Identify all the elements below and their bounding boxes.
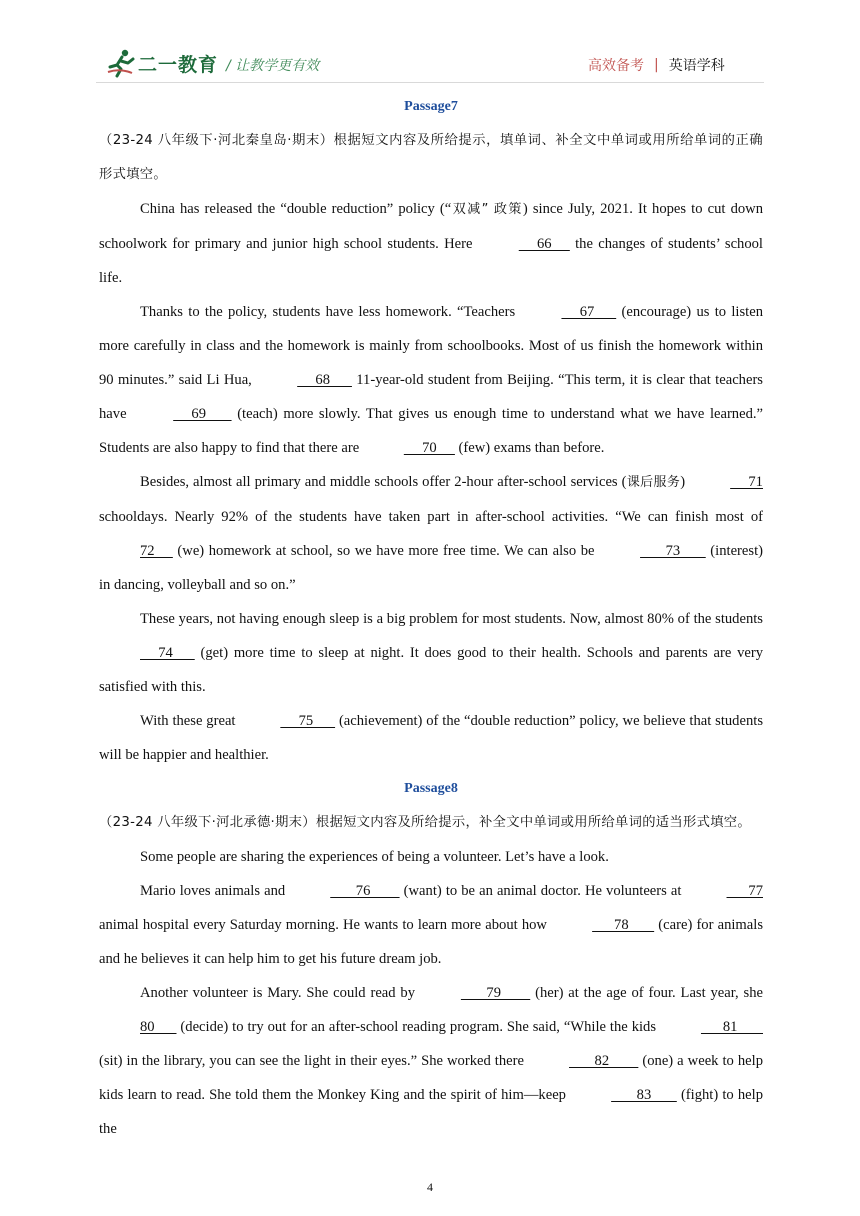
blank-71[interactable]: 71 bbox=[730, 474, 763, 490]
passage7-instruction: （23-24 八年级下·河北秦皇岛·期末）根据短文内容及所给提示，填单词、补全文中单词或用所给单词的正确形式填空。 bbox=[99, 133, 763, 182]
text-run: schooldays. Nearly 92% of the students have taken part in after-school activities. “We can finish most of bbox=[99, 509, 763, 525]
text-run: These years, not having enough sleep is a big problem for most students. Now, almost 80% of the students bbox=[140, 611, 763, 627]
passage8-title: Passage8 bbox=[404, 781, 458, 796]
header-subject-label: 英语学科 bbox=[668, 58, 725, 74]
passage7-paragraph-3 bbox=[99, 465, 763, 602]
passage7-paragraph-5 bbox=[99, 704, 763, 772]
text-run: (achievement) of the “double reduction” policy, we believe that students will be happier and healthier. bbox=[99, 713, 763, 763]
blank-76[interactable]: 76 bbox=[330, 883, 400, 899]
document-body bbox=[99, 90, 763, 1146]
slogan: / 让教学更有效 bbox=[226, 58, 320, 74]
text-run: China has released the “double reduction” policy (“ bbox=[140, 201, 452, 217]
header-divider bbox=[96, 82, 764, 83]
chinese-text: 双减” 政策 bbox=[451, 202, 523, 217]
text-run: Another volunteer is Mary. She could read by bbox=[140, 985, 420, 1001]
text-run: (decide) to try out for an after-school reading program. She said, “While the kids bbox=[176, 1019, 660, 1035]
blank-74[interactable]: 74 bbox=[140, 645, 195, 661]
text-run: Besides, almost all primary and middle schools offer 2-hour after-school services ( bbox=[140, 474, 627, 490]
blank-79[interactable]: 79 bbox=[460, 985, 531, 1001]
passage7-title: Passage7 bbox=[404, 99, 458, 114]
blank-77[interactable]: 77 bbox=[726, 883, 763, 899]
blank-72[interactable]: 72 bbox=[140, 543, 173, 559]
running-figure-logo-icon bbox=[106, 48, 136, 78]
header-separator: | bbox=[654, 57, 659, 73]
blank-82[interactable]: 82 bbox=[569, 1053, 639, 1069]
logo bbox=[106, 48, 218, 78]
blank-66[interactable]: 66 bbox=[518, 236, 570, 252]
blank-67[interactable]: 67 bbox=[561, 304, 617, 320]
text-run: (her) at the age of four. Last year, she bbox=[530, 985, 763, 1001]
text-run: (we) homework at school, so we have more free time. We can also be bbox=[172, 543, 600, 559]
passage7-paragraph-2 bbox=[99, 295, 763, 465]
header-prep-label: 高效备考 bbox=[588, 58, 644, 74]
text-run: (fight) to help the bbox=[99, 1087, 763, 1137]
blank-73[interactable]: 73 bbox=[640, 543, 706, 559]
blank-69[interactable]: 69 bbox=[173, 406, 232, 422]
blank-70[interactable]: 70 bbox=[403, 440, 455, 456]
text-run: (get) more time to sleep at night. It does good to their health. Schools and parents are very satisfied with this. bbox=[99, 645, 763, 695]
passage8-paragraph-1: Some people are sharing the experiences of being a volunteer. Let’s have a look. bbox=[140, 849, 609, 865]
text-run: (care) for animals and he believes it can help him to get his future dream job. bbox=[99, 917, 763, 967]
blank-83[interactable]: 83 bbox=[611, 1087, 677, 1103]
text-run: (encourage) us to listen more carefully in class and the homework is mainly from schoolbooks. Most of us finish the homework within 90 minutes.” said Li Hua, bbox=[99, 304, 763, 388]
blank-68[interactable]: 68 bbox=[297, 372, 352, 388]
text-run: Thanks to the policy, students have less homework. “Teachers bbox=[140, 304, 521, 320]
text-run: 11-year-old student from Beijing. “This term, it is clear that teachers have bbox=[99, 372, 763, 422]
passage8-paragraph-3 bbox=[99, 976, 763, 1146]
passage7-paragraph-1 bbox=[99, 192, 763, 295]
text-run: the changes of students’ school life. bbox=[99, 236, 763, 286]
text-run: (teach) more slowly. That gives us enough time to understand what we have learned.” Students are also happy to find that there are bbox=[99, 406, 764, 456]
blank-78[interactable]: 78 bbox=[592, 917, 655, 933]
header-subject bbox=[588, 55, 725, 75]
text-run: With these great bbox=[140, 713, 240, 729]
text-run: ) since July, 2021. It hopes to cut down schoolwork for primary and junior high school students. Here bbox=[99, 201, 764, 252]
text-run: (want) to be an animal doctor. He volunteers at bbox=[399, 883, 686, 899]
passage7-paragraph-4 bbox=[99, 602, 763, 704]
blank-75[interactable]: 75 bbox=[280, 713, 336, 729]
text-run: ) bbox=[680, 474, 690, 490]
text-run: animal hospital every Saturday morning. He wants to learn more about how bbox=[99, 917, 552, 933]
chinese-text: 课后服务 bbox=[626, 475, 681, 490]
text-run: (few) exams than before. bbox=[454, 440, 605, 456]
logo-text: 二一教育 bbox=[138, 53, 219, 76]
text-run: (one) a week to help kids learn to read. She told them the Monkey King and the spirit of him—keep bbox=[99, 1053, 764, 1103]
blank-81[interactable]: 81 bbox=[700, 1019, 763, 1035]
page-header bbox=[0, 0, 860, 92]
page-number: 4 bbox=[427, 1180, 433, 1194]
text-run: (sit) in the library, you can see the light in their eyes.” She worked there bbox=[99, 1053, 529, 1069]
text-run: (interest) in dancing, volleyball and so on.” bbox=[99, 543, 763, 593]
text-run: Mario loves animals and bbox=[140, 883, 290, 899]
blank-80[interactable]: 80 bbox=[140, 1019, 177, 1035]
passage8-instruction: （23-24 八年级下·河北承德·期末）根据短文内容及所给提示，补全文中单词或用所给单词的适当形式填空。 bbox=[99, 815, 751, 830]
passage8-paragraph-2 bbox=[99, 874, 763, 976]
